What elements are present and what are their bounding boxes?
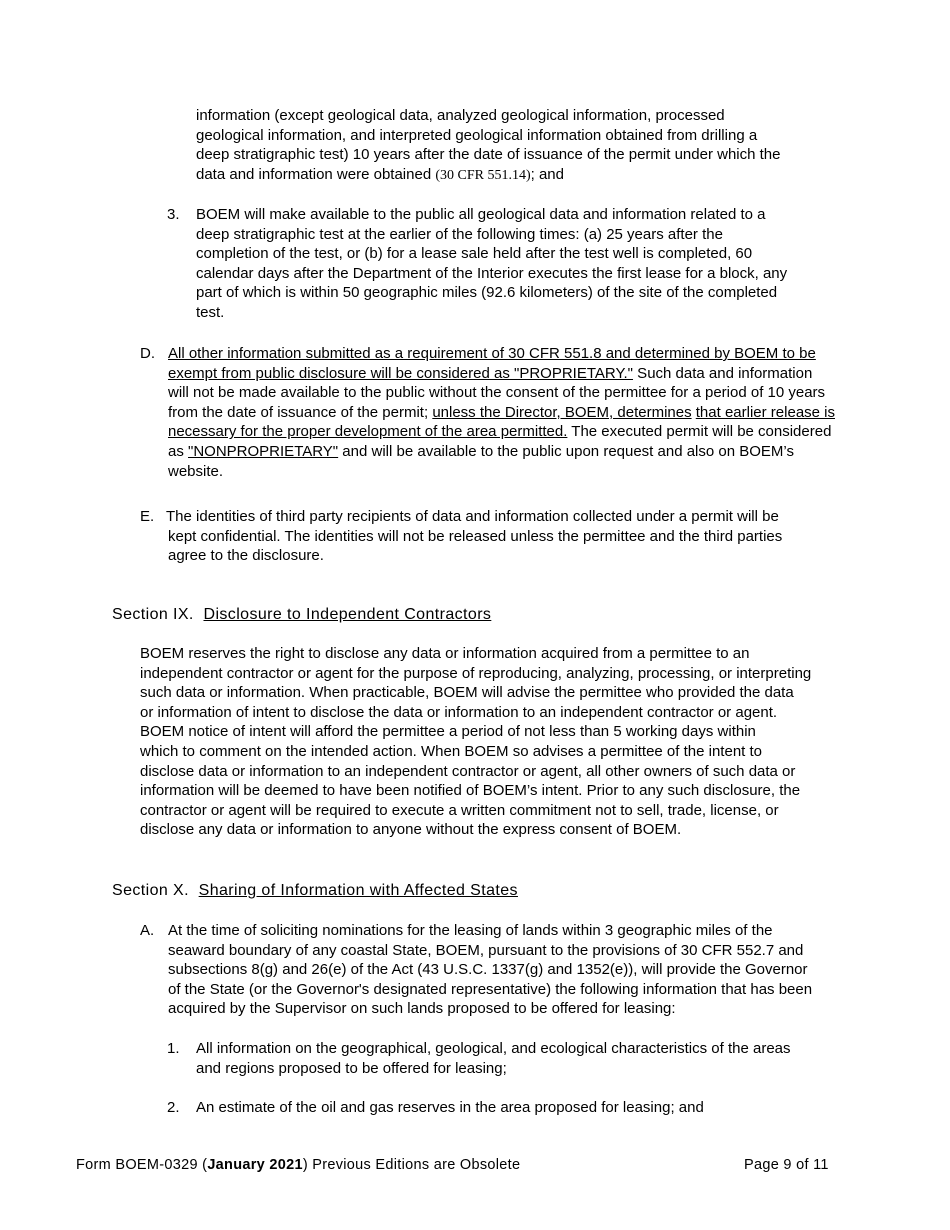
section-title: Disclosure to Independent Contractors [203, 606, 492, 623]
text-line: disclose data or information to an independent contractor or agent, all other owners of such data or [140, 762, 796, 780]
text-line: subsections 8(g) and 26(e) of the Act (43 U.S.C. 1337(g) and 1352(e)), will provide the Governor [168, 961, 808, 979]
list-marker: 1. [167, 1040, 180, 1057]
underlined-text: necessary for the proper development of the area permitted. [168, 423, 568, 441]
section-ix-heading [112, 605, 491, 625]
section-label: Section X. [112, 882, 189, 899]
text-line: or information of intent to disclose the data or information to an independent contractor or agent. [140, 703, 778, 721]
section-x-item-a [168, 921, 868, 1019]
text-line: At the time of soliciting nominations for the leasing of lands within 3 geographic miles of the [168, 922, 773, 939]
text-line: part of which is within 50 geographic miles (92.6 kilometers) of the site of the completed [196, 284, 778, 302]
item-e [166, 507, 866, 566]
text-line [168, 364, 868, 384]
text-line: test. [196, 303, 225, 321]
list-marker: E. [140, 508, 155, 525]
text-line: such data or information. When practicable, BOEM will advise the permittee who provided the data [140, 684, 794, 702]
item-c3 [196, 205, 836, 323]
list-marker: D. [140, 345, 155, 362]
text-line: acquired by the Supervisor on such lands proposed to be offered for leasing: [168, 1000, 676, 1018]
text-line: geological information, and interpreted geological information obtained from drilling a [196, 126, 758, 144]
text-line: deep stratigraphic test) 10 years after the date of issuance of the permit under which the [196, 146, 781, 164]
text-line: information will be deemed to have been notified of BOEM’s intent. Prior to any such disclosure, the [140, 782, 801, 800]
text-line [168, 442, 868, 462]
list-marker: A. [140, 922, 155, 939]
text-line [196, 165, 836, 186]
text-line [168, 422, 868, 442]
text-run: from the date of issuance of the permit; [168, 403, 433, 421]
section-ix-body [140, 644, 860, 840]
section-title: Sharing of Information with Affected States [198, 882, 518, 899]
text-line: deep stratigraphic test at the earlier of the following times: (a) 25 years after the [196, 225, 723, 243]
item-d [168, 344, 868, 481]
text-line: agree to the disclosure. [168, 547, 324, 565]
list-marker: 2. [167, 1099, 180, 1116]
text-line: calendar days after the Department of the Interior executes the first lease for a block, any [196, 264, 788, 282]
section-x-heading [112, 881, 518, 901]
text-line: BOEM notice of intent will afford the permittee a period of not less than 5 working days within [140, 723, 756, 741]
text-run: as [168, 442, 189, 460]
underlined-text: All other information submitted as a requirement of 30 CFR 551.8 and determined by BOEM to be [168, 345, 816, 362]
text-run: data and information were obtained [196, 165, 436, 183]
text-line [168, 344, 868, 364]
text-line: completion of the test, or (b) for a lease sale held after the test well is completed, 60 [196, 245, 753, 263]
list-marker: 3. [167, 206, 180, 223]
form-footer [76, 1156, 520, 1176]
text-line: BOEM reserves the right to disclose any data or information acquired from a permittee to an [140, 645, 750, 662]
item-c2-continuation [196, 106, 836, 185]
section-label: Section IX. [112, 606, 194, 623]
form-date: January 2021 [207, 1157, 303, 1173]
text-line: seaward boundary of any coastal State, BOEM, pursuant to the provisions of 30 CFR 552.7 and [168, 941, 804, 959]
text-line: An estimate of the oil and gas reserves in the area proposed for leasing; and [196, 1099, 704, 1116]
text-line: contractor or agent will be required to execute a written commitment not to sell, trade, license, or [140, 801, 779, 819]
text-line: website. [168, 462, 224, 480]
text-run: ; and [530, 165, 564, 183]
text-line: of the State (or the Governor's designated representative) the following information that has been [168, 980, 813, 998]
form-prefix: Form BOEM-0329 ( [76, 1157, 208, 1173]
text-line: will not be made available to the public without the consent of the permittee for a period of 10 years [168, 384, 826, 402]
text-line: information (except geological data, analyzed geological information, processed [196, 107, 725, 124]
text-run: Such data and information [633, 364, 813, 382]
text-line: All information on the geographical, geological, and ecological characteristics of the areas [196, 1040, 791, 1057]
text-line: and regions proposed to be offered for leasing; [196, 1059, 507, 1077]
text-line: disclose any data or information to anyone without the express consent of BOEM. [140, 821, 682, 839]
text-line [168, 403, 868, 423]
text-run: The executed permit will be considered [567, 423, 832, 441]
underlined-text: exempt from public disclosure will be considered as "PROPRIETARY." [168, 364, 634, 382]
section-x-item-2 [196, 1098, 846, 1118]
form-suffix: ) Previous Editions are Obsolete [302, 1157, 521, 1173]
text-line: which to comment on the intended action. When BOEM so advises a permittee of the intent to [140, 742, 763, 760]
page-number: Page 9 of 11 [744, 1157, 829, 1173]
underlined-text: unless the Director, BOEM, determines [432, 403, 692, 421]
underlined-text: "NONPROPRIETARY" [188, 442, 339, 460]
section-x-item-1 [196, 1039, 846, 1078]
text-line: independent contractor or agent for the purpose of reproducing, analyzing, processing, or interpreting [140, 664, 812, 682]
text-line: The identities of third party recipients of data and information collected under a permit will be [166, 508, 779, 525]
underlined-text: that earlier release is [695, 403, 835, 421]
text-line: kept confidential. The identities will not be released unless the permittee and the third parties [168, 527, 783, 545]
text-line: BOEM will make available to the public all geological data and information related to a [196, 206, 766, 223]
cfr-citation: (30 CFR 551.14) [435, 167, 531, 183]
text-run: and will be available to the public upon request and also on BOEM’s [338, 442, 794, 460]
